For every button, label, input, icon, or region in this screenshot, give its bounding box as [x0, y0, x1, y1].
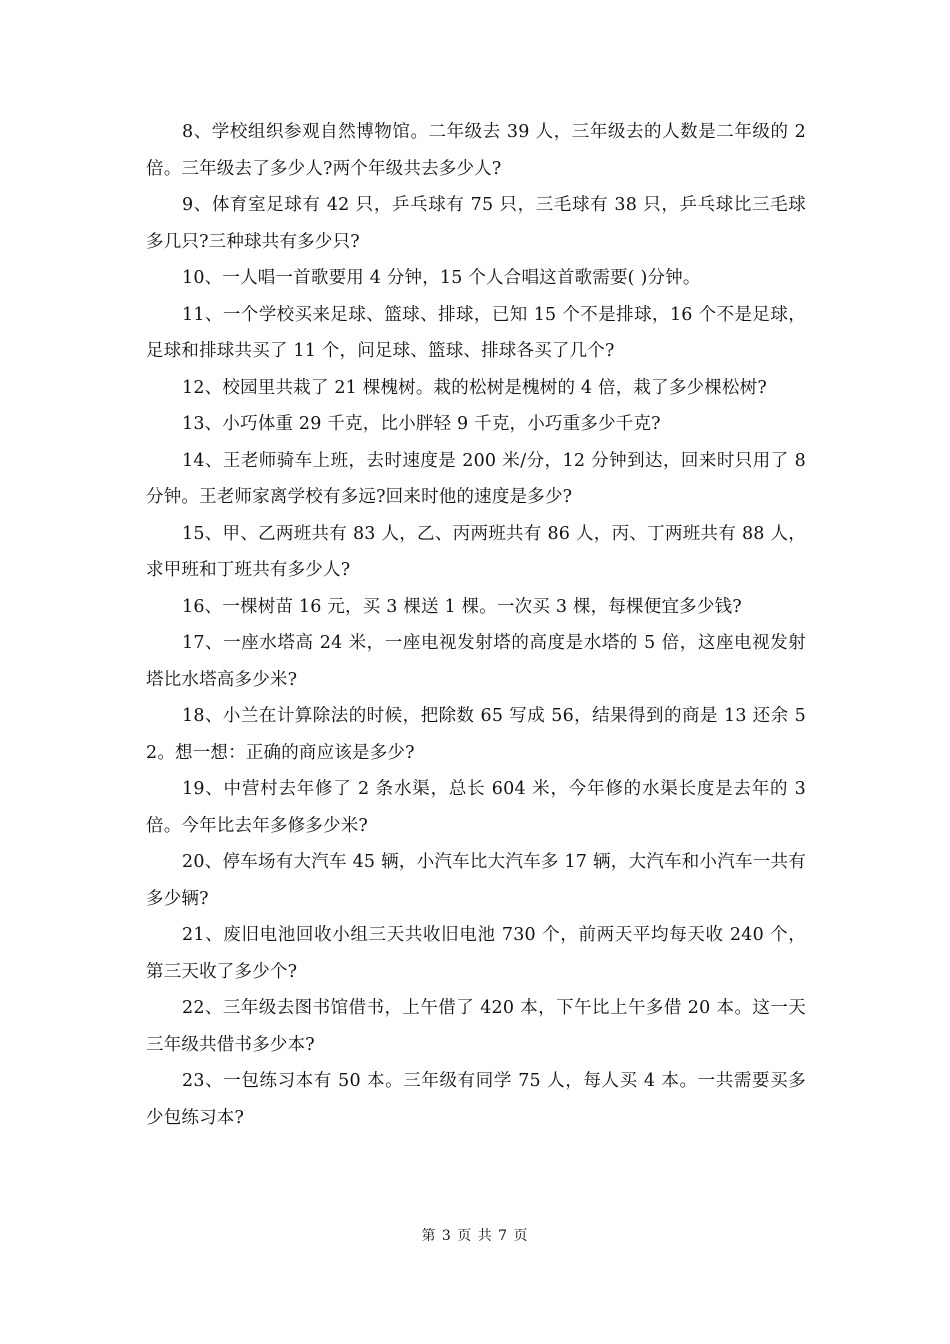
problem-list: [146, 114, 806, 1136]
problem-17: 17、一座水塔高 24 米，一座电视发射塔的高度是水塔的 5 倍，这座电视发射塔比水塔高多少米?: [146, 633, 806, 690]
problem-14: 14、王老师骑车上班，去时速度是 200 米/分，12 分钟到达，回来时只用了 8 分钟。王老师家离学校有多远?回来时他的速度是多少?: [146, 450, 806, 507]
problem-8: 8、学校组织参观自然博物馆。二年级去 39 人，三年级去的人数是二年级的 2 倍。三年级去了多少人?两个年级共去多少人?: [146, 122, 806, 179]
problem-15: 15、甲、乙两班共有 83 人，乙、丙两班共有 86 人，丙、丁两班共有 88 人，求甲班和丁班共有多少人?: [146, 523, 806, 580]
problem-10: 10、一人唱一首歌要用 4 分钟，15 个人合唱这首歌需要( )分钟。: [182, 268, 701, 288]
problem-21: 21、废旧电池回收小组三天共收旧电池 730 个，前两天平均每天收 240 个，第三天收了多少个?: [146, 925, 806, 982]
problem-19: 19、中营村去年修了 2 条水渠，总长 604 米，今年修的水渠长度是去年的 3 倍。今年比去年多修多少米?: [146, 779, 806, 836]
problem-12: 12、校园里共栽了 21 棵槐树。栽的松树是槐树的 4 倍，栽了多少棵松树?: [182, 377, 767, 398]
problem-20: 20、停车场有大汽车 45 辆，小汽车比大汽车多 17 辆，大汽车和小汽车一共有多少辆?: [146, 852, 806, 909]
problem-23: 23、一包练习本有 50 本。三年级有同学 75 人，每人买 4 本。一共需要买多少包练习本?: [146, 1071, 806, 1128]
problem-13: 13、小巧体重 29 千克，比小胖轻 9 千克，小巧重多少千克?: [182, 414, 661, 434]
problem-18: 18、小兰在计算除法的时候，把除数 65 写成 56，结果得到的商是 13 还余 52。想一想：正确的商应该是多少?: [146, 706, 806, 763]
page-footer: 第 3 页 共 7 页: [421, 1228, 529, 1244]
problem-9: 9、体育室足球有 42 只，乒乓球有 75 只，三毛球有 38 只，乒乓球比三毛球多几只?三种球共有多少只?: [146, 195, 806, 252]
problem-22: 22、三年级去图书馆借书，上午借了 420 本，下午比上午多借 20 本。这一天三年级共借书多少本?: [146, 998, 806, 1055]
problem-16: 16、一棵树苗 16 元，买 3 棵送 1 棵。一次买 3 棵，每棵便宜多少钱?: [182, 596, 742, 617]
problem-11: 11、一个学校买来足球、篮球、排球，已知 15 个不是排球，16 个不是足球，足球和排球共买了 11 个，问足球、篮球、排球各买了几个?: [146, 304, 806, 361]
